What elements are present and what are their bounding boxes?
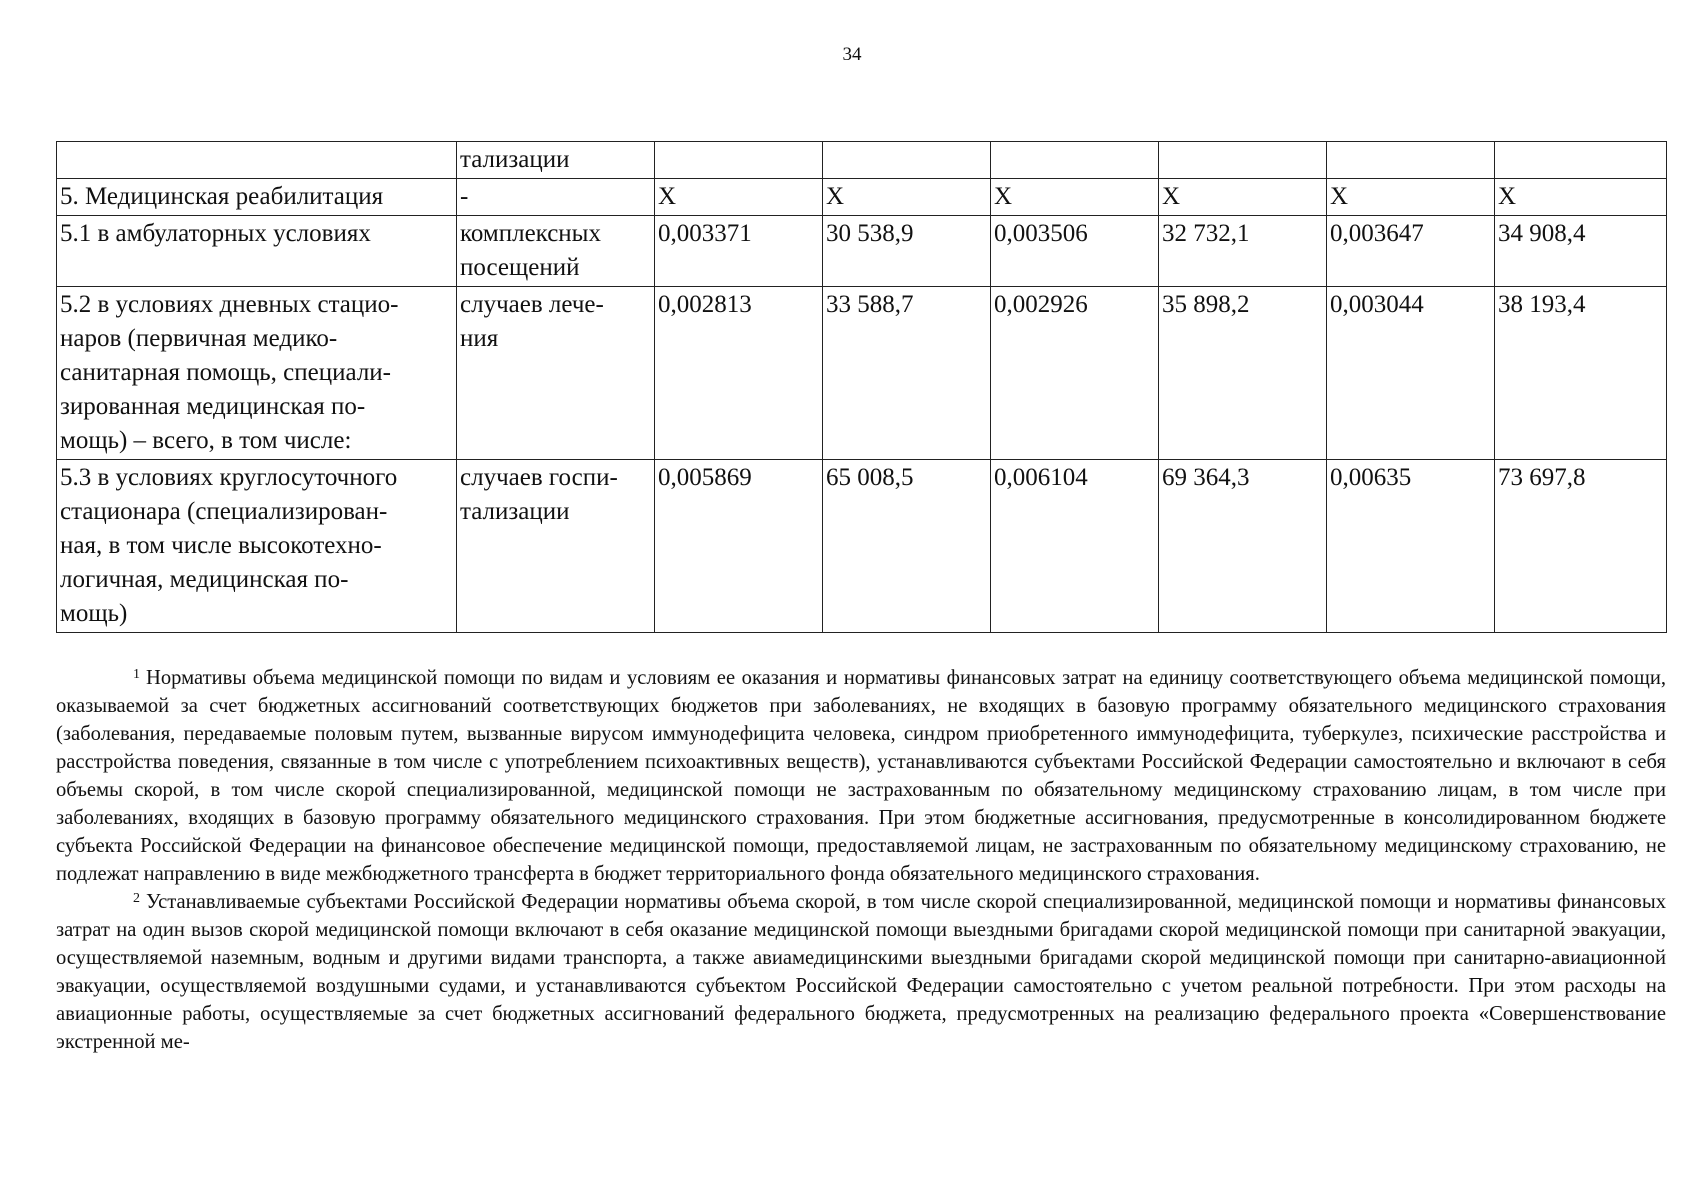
- table-cell: [823, 142, 991, 179]
- table-cell: 30 538,9: [823, 216, 991, 287]
- table-cell: случаев лече- ния: [457, 287, 655, 460]
- footnote-1: [56, 664, 1666, 888]
- table-row: [57, 460, 1667, 633]
- table-row: [57, 179, 1667, 216]
- table-cell: 0,002813: [655, 287, 823, 460]
- table-cell: 69 364,3: [1159, 460, 1327, 633]
- table-cell: 35 898,2: [1159, 287, 1327, 460]
- table-cell: 38 193,4: [1495, 287, 1667, 460]
- table-cell: X: [655, 179, 823, 216]
- table-cell: 0,003371: [655, 216, 823, 287]
- table-cell: 32 732,1: [1159, 216, 1327, 287]
- table-cell: случаев госпи- тализации: [457, 460, 655, 633]
- table-cell: тализации: [457, 142, 655, 179]
- table-row: [57, 142, 1667, 179]
- table-row: [57, 216, 1667, 287]
- table-cell: -: [457, 179, 655, 216]
- table-cell: 5.2 в условиях дневных стацио- наров (первичная медико- санитарная помощь, специали- зированная медицинская по- мощь) – всего, в том числе:: [57, 287, 457, 460]
- table-cell: 5.3 в условиях круглосуточного стационара (специализирован- ная, в том числе высокотехно- логичная, медицинская по- мощь): [57, 460, 457, 633]
- table-row: [57, 287, 1667, 460]
- table-cell: 65 008,5: [823, 460, 991, 633]
- footnote-text: Устанавливаемые субъектами Российской Федерации нормативы объема скорой, в том числе скорой специализированной, медицинской помощи и нормативы финансовых затрат на один вызов скорой медицинской помощи включают в себя оказание медицинской помощи выездными бригадами скорой медицинской помощи при санитарной эвакуации, осуществляемой наземным, водным и другими видами транспорта, а также авиамедицинскими выездными бригадами скорой медицинской помощи при санитарно-авиационной эвакуации, осуществляемой воздушными судами, и устанавливаются субъектом Российской Федерации самостоятельно с учетом реальной потребности. При этом расходы на авиационные работы, осуществляемые за счет бюджетных ассигнований федерального бюджета, предусмотренных на реализацию федерального проекта «Совершенствование экстренной ме-: [56, 891, 1666, 1053]
- table-cell: X: [823, 179, 991, 216]
- footnote-2: [56, 888, 1666, 1056]
- table-cell: [991, 142, 1159, 179]
- table-cell: 0,003044: [1327, 287, 1495, 460]
- table-cell: X: [991, 179, 1159, 216]
- table-cell: 0,00635: [1327, 460, 1495, 633]
- table-cell: [57, 142, 457, 179]
- table-cell: 0,003506: [991, 216, 1159, 287]
- table-cell: [1327, 142, 1495, 179]
- table-cell: 0,005869: [655, 460, 823, 633]
- table-cell: комплексных посещений: [457, 216, 655, 287]
- table-cell: 0,002926: [991, 287, 1159, 460]
- table-cell: [1495, 142, 1667, 179]
- footnotes: [56, 664, 1666, 1056]
- table-cell: [1159, 142, 1327, 179]
- table-cell: X: [1327, 179, 1495, 216]
- page-number: 34: [842, 44, 862, 65]
- table-cell: 5. Медицинская реабилитация: [57, 179, 457, 216]
- footnote-text: Нормативы объема медицинской помощи по видам и условиям ее оказания и нормативы финансовых затрат на единицу соответствующего объема медицинской помощи, оказываемой за счет бюджетных ассигнований соответствующих бюджетов при заболеваниях, не входящих в базовую программу обязательного медицинского страхования (заболевания, передаваемые половым путем, вызванные вирусом иммунодефицита человека, синдром приобретенного иммунодефицита, туберкулез, психические расстройства и расстройства поведения, связанные в том числе с употреблением психоактивных веществ), устанавливаются субъектами Российской Федерации самостоятельно и включают в себя объемы скорой, в том числе скорой специализированной, медицинской помощи не застрахованным по обязательному медицинскому страхованию лицам, в том числе при заболеваниях, входящих в базовую программу обязательного медицинского страхования. При этом бюджетные ассигнования, предусмотренные в консолидированном бюджете субъекта Российской Федерации на финансовое обеспечение медицинской помощи, предоставляемой лицам, не застрахованным по обязательному медицинскому страхованию, не подлежат направлению в виде межбюджетного трансферта в бюджет территориального фонда обязательного медицинского страхования.: [56, 667, 1666, 885]
- table-cell: 5.1 в амбулаторных условиях: [57, 216, 457, 287]
- table-cell: 33 588,7: [823, 287, 991, 460]
- table-cell: X: [1495, 179, 1667, 216]
- table-cell: X: [1159, 179, 1327, 216]
- footnote-mark: 2: [133, 891, 140, 906]
- table-cell: 34 908,4: [1495, 216, 1667, 287]
- footnote-mark: 1: [133, 667, 140, 682]
- table-cell: 0,006104: [991, 460, 1159, 633]
- table-cell: 0,003647: [1327, 216, 1495, 287]
- table-cell: 73 697,8: [1495, 460, 1667, 633]
- data-table: [56, 141, 1667, 633]
- table-cell: [655, 142, 823, 179]
